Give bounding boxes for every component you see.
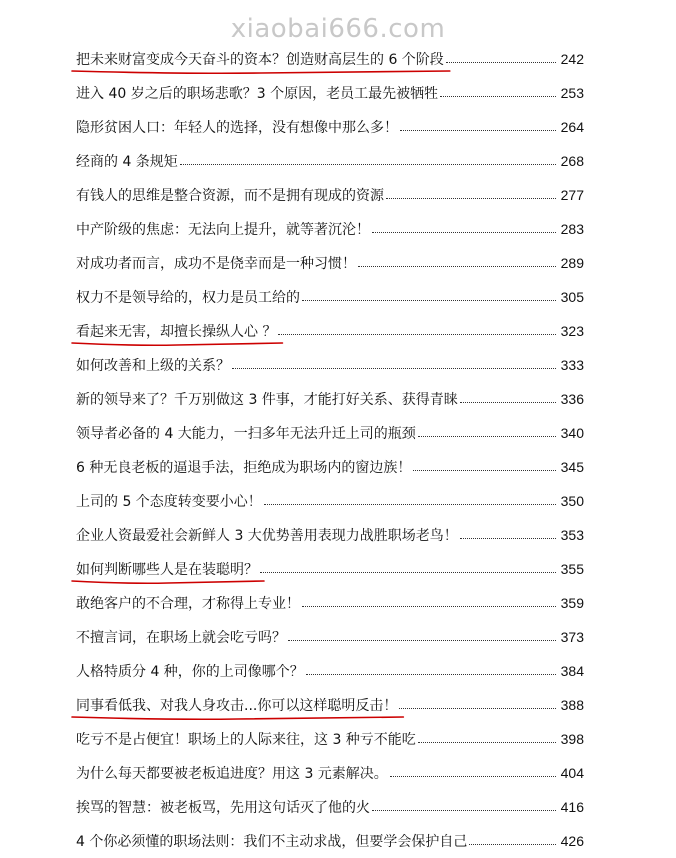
toc-entry-page-number: 264 xyxy=(560,119,584,135)
toc-entry[interactable] xyxy=(76,756,584,790)
toc-entry-page-number: 416 xyxy=(560,799,584,815)
dot-leader xyxy=(288,640,556,641)
toc-entry-page-number: 345 xyxy=(560,459,584,475)
toc-entry-page-number: 283 xyxy=(560,221,584,237)
toc-entry-title: 权力不是领导给的，权力是员工给的 xyxy=(76,290,300,306)
toc-entry-title: 上司的 5 个态度转变要小心！ xyxy=(76,494,262,510)
dot-leader xyxy=(460,402,556,403)
dot-leader xyxy=(278,334,556,335)
toc-entry-title: 人格特质分 4 种，你的上司像哪个？ xyxy=(76,664,304,680)
toc-entry-title: 同事看低我、对我人身攻击...你可以这样聪明反击！ xyxy=(76,698,398,714)
toc-entry[interactable] xyxy=(76,620,584,654)
toc-entry[interactable] xyxy=(76,586,584,620)
dot-leader xyxy=(302,300,556,301)
toc-entry[interactable] xyxy=(76,722,584,756)
dot-leader xyxy=(358,266,556,267)
toc-entry-page-number: 340 xyxy=(560,425,584,441)
dot-leader xyxy=(418,436,556,437)
toc-entry-title: 4 个你必须懂的职场法则：我们不主动求战，但要学会保护自己 xyxy=(76,834,468,850)
dot-leader xyxy=(260,572,556,573)
toc-entry-title: 挨骂的智慧：被老板骂，先用这句话灭了他的火 xyxy=(76,800,370,816)
toc-entry[interactable] xyxy=(76,178,584,212)
dot-leader xyxy=(302,606,556,607)
toc-entry-title: 如何判断哪些人是在装聪明？ xyxy=(76,562,258,578)
toc-entry-title: 为什么每天都要被老板追进度？用这 3 元素解决。 xyxy=(76,766,388,782)
toc-entry[interactable] xyxy=(76,212,584,246)
toc-entry-page-number: 289 xyxy=(560,255,584,271)
toc-entry-title: 6 种无良老板的逼退手法，拒绝成为职场内的窗边族！ xyxy=(76,460,412,476)
toc-entry-title: 经商的 4 条规矩 xyxy=(76,154,178,170)
toc-entry-page-number: 242 xyxy=(560,51,584,67)
dot-leader xyxy=(390,776,556,777)
toc-entry[interactable] xyxy=(76,348,584,382)
toc-entry[interactable] xyxy=(76,280,584,314)
toc-entry-title: 吃亏不是占便宜！职场上的人际来往，这 3 种亏不能吃 xyxy=(76,732,416,748)
toc-entry[interactable] xyxy=(76,824,584,858)
toc-entry-title: 中产阶级的焦虑：无法向上提升，就等著沉沦！ xyxy=(76,222,370,238)
dot-leader xyxy=(180,164,556,165)
toc-entry-title: 进入 40 岁之后的职场悲歌？3 个原因，老员工最先被牺牲 xyxy=(76,86,439,102)
toc-entry-page-number: 350 xyxy=(560,493,584,509)
dot-leader xyxy=(413,470,556,471)
dot-leader xyxy=(440,96,556,97)
toc-entry-title: 敢绝客户的不合理，才称得上专业！ xyxy=(76,596,300,612)
toc-entry-page-number: 353 xyxy=(560,527,584,543)
toc-entry-page-number: 359 xyxy=(560,595,584,611)
toc-entry-page-number: 268 xyxy=(560,153,584,169)
dot-leader xyxy=(399,708,556,709)
toc-entry[interactable] xyxy=(76,314,584,348)
dot-leader xyxy=(306,674,556,675)
toc-entry-page-number: 336 xyxy=(560,391,584,407)
toc-entry[interactable] xyxy=(76,42,584,76)
dot-leader xyxy=(400,130,556,131)
toc-entry-title: 新的领导来了？千万别做这 3 件事，才能打好关系、获得青睐 xyxy=(76,392,458,408)
table-of-contents xyxy=(76,42,584,858)
dot-leader xyxy=(418,742,556,743)
watermark: xiaobai666.com xyxy=(230,14,446,44)
toc-entry[interactable] xyxy=(76,552,584,586)
toc-entry-title: 领导者必备的 4 大能力，一扫多年无法升迁上司的瓶颈 xyxy=(76,426,416,442)
toc-entry[interactable] xyxy=(76,654,584,688)
toc-entry-page-number: 388 xyxy=(560,697,584,713)
toc-entry-page-number: 398 xyxy=(560,731,584,747)
toc-entry-title: 如何改善和上级的关系？ xyxy=(76,358,230,374)
toc-entry[interactable] xyxy=(76,688,584,722)
toc-entry-page-number: 355 xyxy=(560,561,584,577)
toc-entry-title: 不擅言词，在职场上就会吃亏吗？ xyxy=(76,630,286,646)
toc-entry-page-number: 305 xyxy=(560,289,584,305)
dot-leader xyxy=(372,810,556,811)
toc-entry-page-number: 333 xyxy=(560,357,584,373)
dot-leader xyxy=(469,844,556,845)
toc-entry-title: 把未来财富变成今天奋斗的资本？创造财高层生的 6 个阶段 xyxy=(76,52,444,68)
dot-leader xyxy=(460,538,556,539)
toc-entry-page-number: 277 xyxy=(560,187,584,203)
toc-entry[interactable] xyxy=(76,76,584,110)
toc-entry-page-number: 384 xyxy=(560,663,584,679)
toc-entry[interactable] xyxy=(76,450,584,484)
toc-entry-page-number: 404 xyxy=(560,765,584,781)
toc-entry-title: 隐形贫困人口：年轻人的选择，没有想像中那么多！ xyxy=(76,120,398,136)
toc-entry[interactable] xyxy=(76,416,584,450)
toc-entry-page-number: 426 xyxy=(560,833,584,849)
toc-entry-page-number: 323 xyxy=(560,323,584,339)
dot-leader xyxy=(446,62,556,63)
toc-entry[interactable] xyxy=(76,246,584,280)
toc-entry-title: 看起来无害，却擅长操纵人心 ？ xyxy=(76,324,277,340)
toc-entry-page-number: 373 xyxy=(560,629,584,645)
toc-entry[interactable] xyxy=(76,790,584,824)
dot-leader xyxy=(386,198,556,199)
toc-entry[interactable] xyxy=(76,382,584,416)
dot-leader xyxy=(264,504,556,505)
toc-entry[interactable] xyxy=(76,144,584,178)
toc-entry[interactable] xyxy=(76,518,584,552)
toc-entry-title: 有钱人的思维是整合资源，而不是拥有现成的资源 xyxy=(76,188,384,204)
dot-leader xyxy=(232,368,556,369)
toc-entry[interactable] xyxy=(76,484,584,518)
toc-entry-title: 对成功者而言，成功不是侥幸而是一种习惯！ xyxy=(76,256,356,272)
dot-leader xyxy=(372,232,556,233)
toc-entry[interactable] xyxy=(76,110,584,144)
toc-entry-page-number: 253 xyxy=(560,85,584,101)
toc-entry-title: 企业人资最爱社会新鲜人 3 大优势善用表现力战胜职场老鸟！ xyxy=(76,528,458,544)
